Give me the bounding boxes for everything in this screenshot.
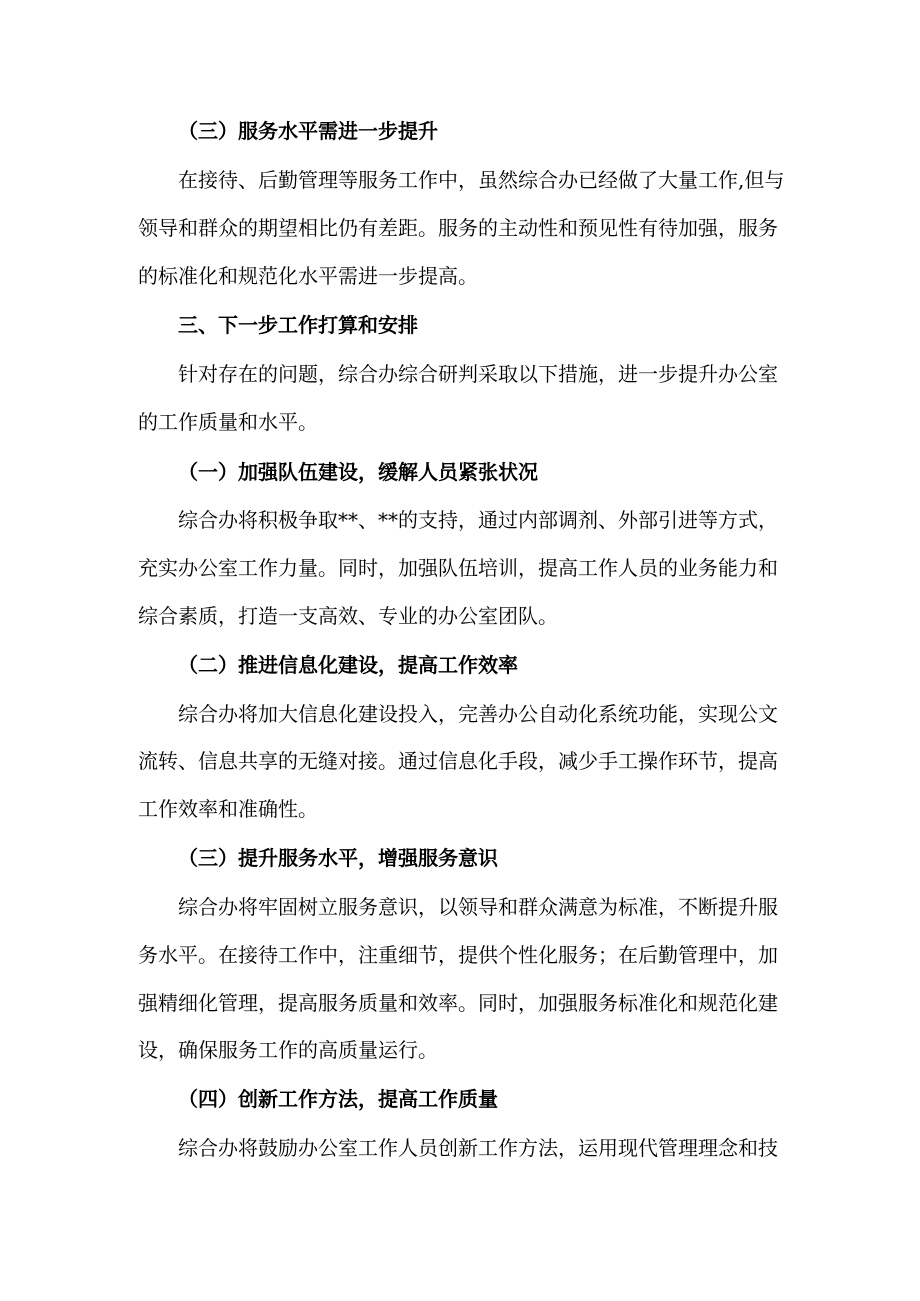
paragraph-line: 综合办将加大信息化建设投入，完善办公自动化系统功能，实现公文	[178, 702, 778, 726]
paragraph-line: 强精细化管理，提高服务质量和效率。同时，加强服务标准化和规范化建	[138, 991, 778, 1015]
chapter-heading-next-steps: 三、下一步工作打算和安排	[178, 313, 418, 337]
paragraph-line: 综合素质，打造一支高效、专业的办公室团队。	[138, 604, 558, 628]
paragraph-line: 的工作质量和水平。	[138, 410, 318, 434]
section-heading-service-awareness: （三）提升服务水平，增强服务意识	[178, 846, 498, 870]
paragraph-line: 的标准化和规范化水平需进一步提高。	[138, 264, 478, 288]
paragraph-line: 工作效率和准确性。	[138, 797, 318, 821]
paragraph-line: 针对存在的问题，综合办综合研判采取以下措施，进一步提升办公室	[178, 362, 778, 386]
paragraph-line: 设，确保服务工作的高质量运行。	[138, 1038, 438, 1062]
section-heading-informatization: （二）推进信息化建设，提高工作效率	[178, 653, 518, 677]
paragraph-line: 务水平。在接待工作中，注重细节，提供个性化服务；在后勤管理中，加	[138, 943, 778, 967]
section-heading-service-level: （三）服务水平需进一步提升	[178, 119, 438, 143]
paragraph-line: 充实办公室工作力量。同时，加强队伍培训，提高工作人员的业务能力和	[138, 556, 778, 580]
paragraph-line: 综合办将积极争取**、**的支持，通过内部调剂、外部引进等方式，	[178, 508, 778, 532]
paragraph-line: 综合办将鼓励办公室工作人员创新工作方法，运用现代管理理念和技	[178, 1136, 778, 1160]
section-heading-team-building: （一）加强队伍建设，缓解人员紧张状况	[178, 460, 538, 484]
paragraph-line: 综合办将牢固树立服务意识，以领导和群众满意为标准，不断提升服	[178, 895, 778, 919]
paragraph-line: 流转、信息共享的无缝对接。通过信息化手段，减少手工操作环节，提高	[138, 749, 778, 773]
section-heading-work-methods: （四）创新工作方法，提高工作质量	[178, 1087, 498, 1111]
paragraph-line: 在接待、后勤管理等服务工作中，虽然综合办已经做了大量工作,但与	[178, 168, 785, 192]
paragraph-line: 领导和群众的期望相比仍有差距。服务的主动性和预见性有待加强，服务	[138, 216, 778, 240]
